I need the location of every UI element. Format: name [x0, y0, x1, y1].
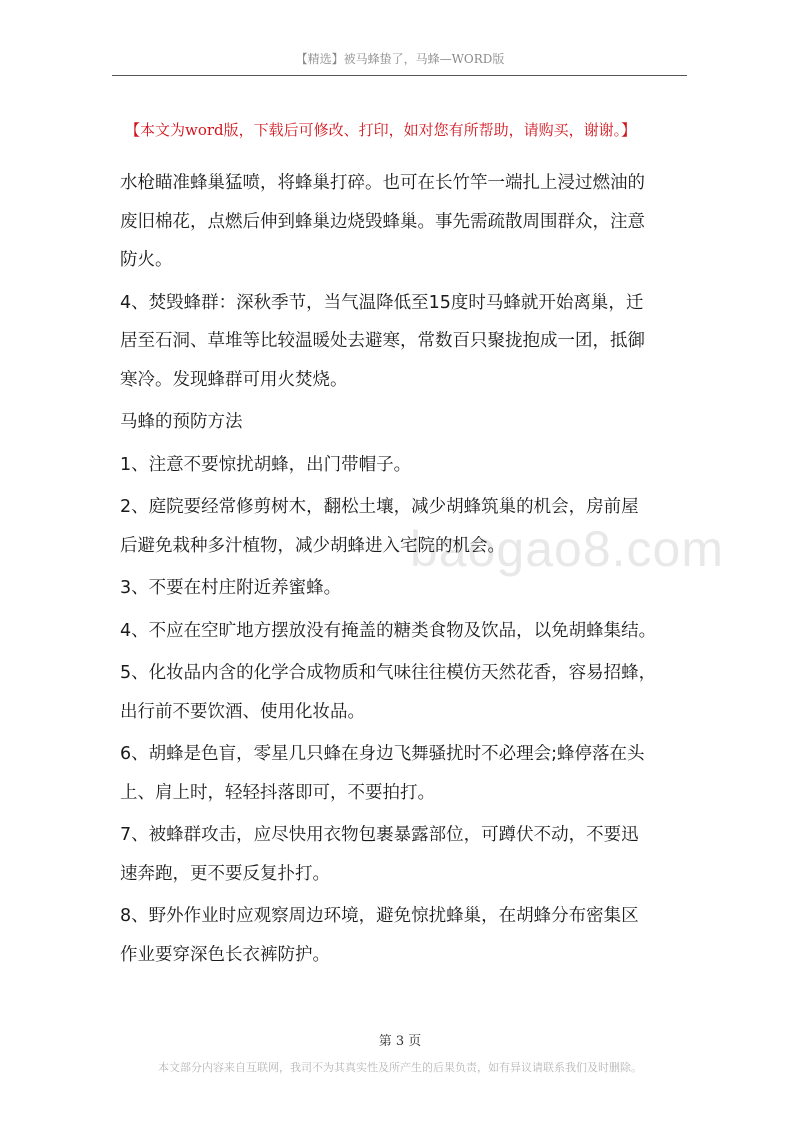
- document-body: [120, 164, 690, 978]
- text-line: 防火。: [120, 250, 173, 270]
- watermark: baogao8.com: [410, 521, 725, 577]
- text-line: 4、焚毁蜂群：深秋季节，当气温降低至15度时马蜂就开始离巢，迁: [120, 292, 644, 313]
- text-line: 2、庭院要经常修剪树木，翻松土壤，减少胡蜂筑巢的机会，房前屋: [120, 497, 639, 517]
- text-line: 速奔跑，更不要反复扑打。: [120, 863, 330, 884]
- text-line: 8、野外作业时应观察周边环境，避免惊扰蜂巢，在胡蜂分布密集区: [120, 906, 639, 926]
- text-line: 5、化妆品内含的化学合成物质和气味往往模仿天然花香，容易招蜂，: [120, 663, 657, 683]
- text-line: 7、被蜂群攻击，应尽快用衣物包裹暴露部位，可蹲伏不动，不要迅: [120, 825, 639, 845]
- list-item: [120, 735, 690, 812]
- text-line: 6、胡蜂是色盲，零星几只蜂在身边飞舞骚扰时不必理会;蜂停落在头: [120, 744, 645, 764]
- copyright-notice: 【本文为word版，下载后可修改、打印，如对您有所帮助，请购买，谢谢。】: [125, 121, 637, 139]
- list-item: [120, 654, 690, 731]
- footer-disclaimer: 本文部分内容来自互联网，我司不为其真实性及所产生的后果负责，如有异议请联系我们及时删除。: [158, 1061, 642, 1074]
- text-line: 4、不应在空旷地方摆放没有掩盖的糖类食物及饮品，以免胡蜂集结。: [120, 620, 657, 641]
- text-line: 出行前不要饮酒、使用化妆品。: [120, 701, 365, 722]
- page-number: 第 3 页: [378, 1034, 422, 1049]
- text-line: 上、肩上时，轻轻抖落即可，不要拍打。: [120, 782, 435, 803]
- list-item: [120, 897, 690, 974]
- list-item: [120, 569, 690, 608]
- list-item: [120, 488, 690, 565]
- text-line: 3、不要在村庄附近养蜜蜂。: [120, 578, 342, 598]
- text-line: 寒冷。发现蜂群可用火焚烧。: [120, 369, 348, 390]
- section-heading-prevention: [120, 403, 690, 442]
- header-divider: [112, 75, 687, 76]
- paragraph-burn-swarm: [120, 284, 690, 400]
- paragraph-destroy-nest-cont: [120, 164, 690, 280]
- text-line: 1、注意不要惊扰胡蜂，出门带帽子。: [120, 454, 412, 475]
- list-item: [120, 816, 690, 893]
- text-line: 废旧棉花，点燃后伸到蜂巢边烧毁蜂巢。事先需疏散周围群众，注意: [120, 211, 645, 232]
- text-line: 马蜂的预防方法: [120, 412, 243, 432]
- list-item: [120, 612, 690, 651]
- text-line: 水枪瞄准蜂巢猛喷，将蜂巢打碎。也可在长竹竿一端扎上浸过燃油的: [120, 173, 645, 193]
- list-item: [120, 446, 690, 485]
- text-line: 后避免栽种多汁植物，减少胡蜂进入宅院的机会。: [120, 535, 505, 556]
- text-line: 作业要穿深色长衣裤防护。: [120, 944, 330, 965]
- text-line: 居至石洞、草堆等比较温暖处去避寒，常数百只聚拢抱成一团，抵御: [120, 331, 645, 351]
- page-header: 【精选】被马蜂蛰了，马蜂—WORD版: [295, 52, 505, 66]
